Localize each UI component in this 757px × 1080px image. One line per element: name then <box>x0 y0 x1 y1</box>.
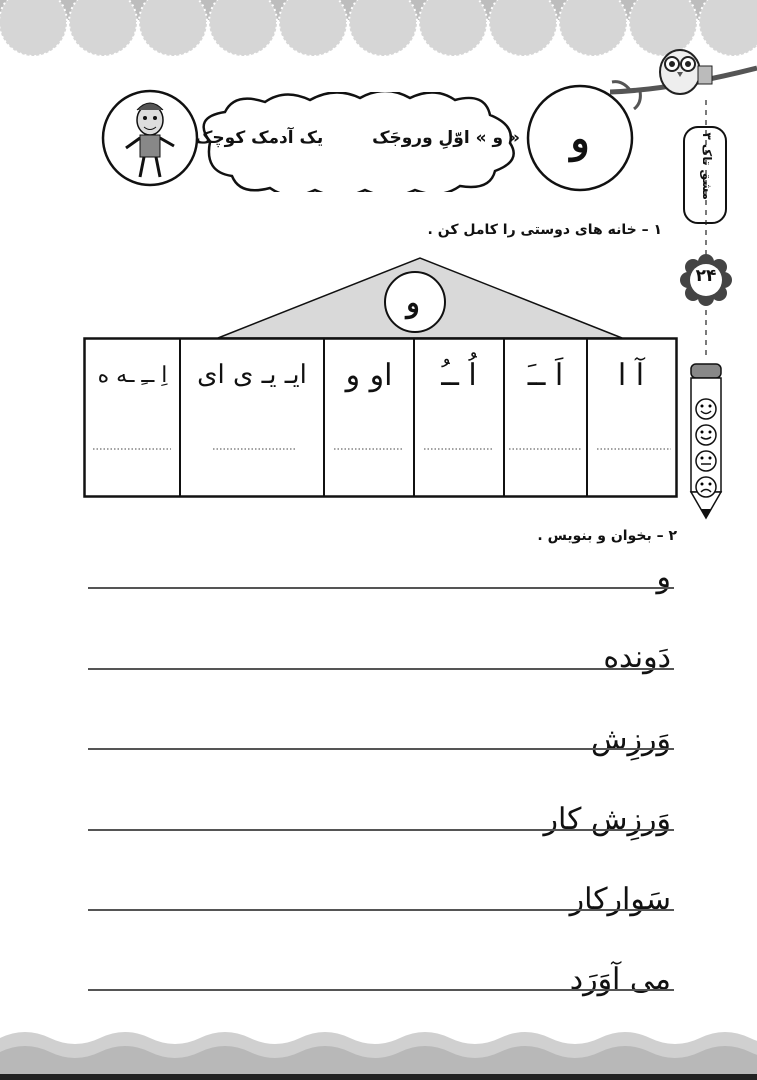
bottom-wave-border <box>0 1020 757 1080</box>
side-label: مشق تاک ۳ <box>700 132 714 200</box>
table-cell: آ ا <box>617 357 645 393</box>
writing-lines <box>88 580 678 1000</box>
page-number: ۲۴ <box>695 266 717 286</box>
word-example: وَرزِش کار <box>543 802 671 837</box>
roof-letter: و <box>406 285 420 319</box>
word-example: سَوارکار <box>569 882 671 917</box>
question-1-title: ۱ – خانه های دوستی را کامل کن . <box>427 222 662 238</box>
word-example: وَرزِش <box>590 722 671 757</box>
smiley-face-icon[interactable] <box>693 396 719 422</box>
table-cell: اِ ــِ ـه ه <box>97 362 168 388</box>
table-cell: اَ ــَ <box>527 357 564 393</box>
lesson-letter: و <box>570 114 590 162</box>
table-cell: اُ ــُ <box>441 357 477 393</box>
question-2-title: ۲ – بخوان و بنویس . <box>537 528 677 544</box>
neutral-face-icon[interactable] <box>693 448 719 474</box>
word-example: دَونده <box>603 640 671 675</box>
word-example: می آوَرَد <box>569 962 671 997</box>
table-cell: ایـ یـ ی ای <box>197 360 307 390</box>
sad-face-icon[interactable] <box>693 474 719 500</box>
title-left: یک آدمک کوچک <box>195 128 324 148</box>
word-example: و <box>656 560 671 595</box>
table-cell: او و <box>345 357 393 393</box>
dashed-guide <box>703 100 709 360</box>
title-right: « و » اوّلِ وروجَک <box>372 128 520 148</box>
smiley-face-icon[interactable] <box>693 422 719 448</box>
boy-cartoon-icon <box>100 88 200 188</box>
lesson-title <box>195 118 520 158</box>
